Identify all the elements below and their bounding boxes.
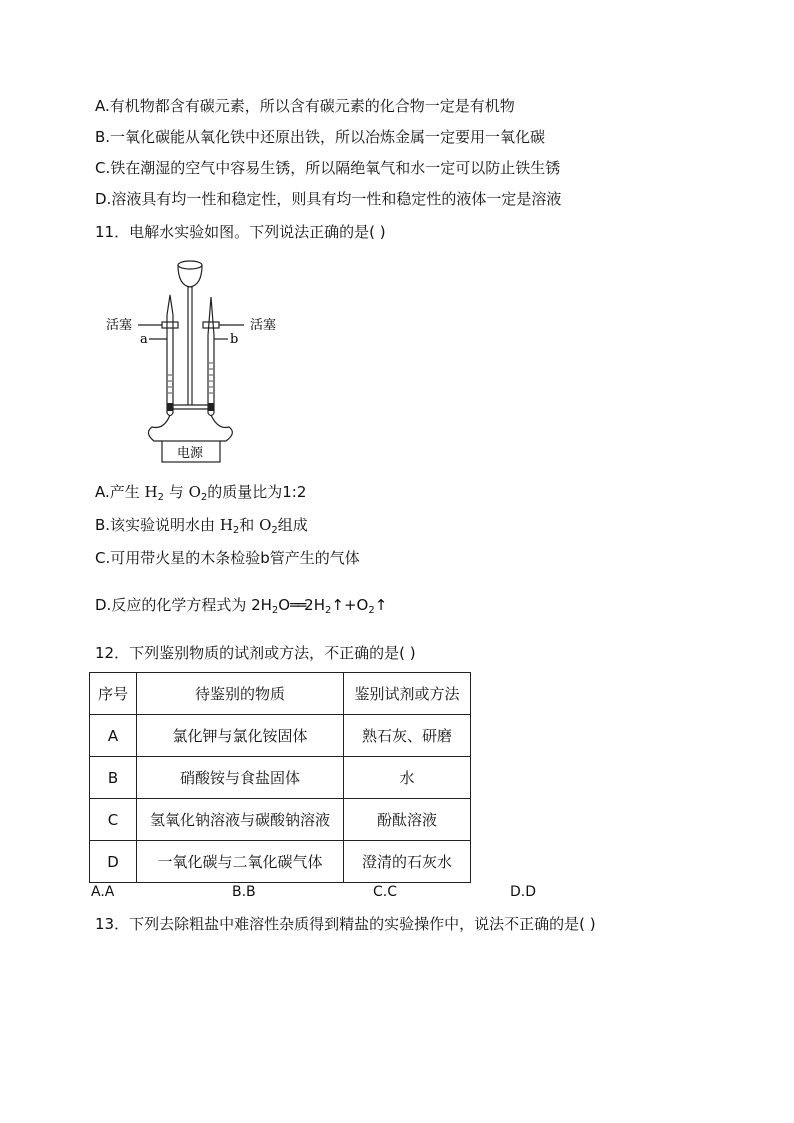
header-cell: 待鉴别的物质 (137, 673, 344, 715)
table-cell: A (90, 715, 137, 757)
tube-a-label: a (140, 332, 148, 347)
stopcock-label-right: 活塞 (250, 318, 277, 333)
table-cell: C (90, 799, 137, 841)
electrode-b (208, 403, 214, 411)
q12-option-c: C.C (373, 884, 398, 900)
table-row (90, 757, 471, 799)
q10-option-d: D.溶液具有均一性和稳定性，则具有均一性和稳定性的液体一定是溶液 (95, 190, 562, 208)
table-cell: 熟石灰、研磨 (344, 715, 471, 757)
table-cell: 酚酞溶液 (344, 799, 471, 841)
stopcock-label-left: 活塞 (106, 318, 133, 333)
power-supply-label: 电源 (177, 446, 204, 461)
table-cell: D (90, 841, 137, 883)
q12-table (89, 672, 471, 883)
q10-option-a: A.有机物都含有碳元素，所以含有碳元素的化合物一定是有机物 (95, 97, 515, 115)
table-header-row (90, 673, 471, 715)
header-cell: 鉴别试剂或方法 (344, 673, 471, 715)
q12-option-d: D.D (510, 884, 537, 900)
table-cell: 一氧化碳与二氧化碳气体 (137, 841, 344, 883)
q13-stem: 13．下列去除粗盐中难溶性杂质得到精盐的实验操作中，说法不正确的是( ) (95, 915, 596, 933)
q12-options (0, 884, 794, 904)
q12-option-b: B.B (232, 884, 256, 900)
table-cell: 氯化钾与氯化铵固体 (137, 715, 344, 757)
electrode-a (167, 403, 173, 411)
electrolysis-apparatus-diagram (104, 255, 304, 465)
table-row (90, 841, 471, 883)
table-cell: B (90, 757, 137, 799)
table-row (90, 715, 471, 757)
tube-b-label: b (230, 332, 239, 347)
table-cell: 硝酸铵与食盐固体 (137, 757, 344, 799)
q12-stem: 12．下列鉴别物质的试剂或方法，不正确的是( ) (95, 644, 416, 662)
electrolysis-apparatus-drawing (104, 255, 304, 465)
q11-option-b: B.该实验说明水由 $H_2$和 $O_2$组成 (95, 516, 308, 536)
table-cell: 氢氧化钠溶液与碳酸钠溶液 (137, 799, 344, 841)
q12-option-a: A.A (91, 884, 115, 900)
q11-option-c: C.可用带火星的木条检验b管产生的气体 (95, 549, 360, 567)
q10-option-b: B.一氧化碳能从氧化铁中还原出铁，所以冶炼金属一定要用一氧化碳 (95, 128, 546, 146)
header-cell: 序号 (90, 673, 137, 715)
q11-option-a: A.产生 $H_2$ 与 $O_2$的质量比为1:2 (95, 483, 307, 503)
table-cell: 澄清的石灰水 (344, 841, 471, 883)
table-cell: 水 (344, 757, 471, 799)
q11-option-d: D.反应的化学方程式为 $2H_2O══2H_2↑+O_2↑$ (95, 596, 388, 616)
q10-option-c: C.铁在潮湿的空气中容易生锈，所以隔绝氧气和水一定可以防止铁生锈 (95, 159, 561, 177)
q11-stem: 11．电解水实验如图。下列说法正确的是( ) (95, 223, 386, 241)
table-row (90, 799, 471, 841)
